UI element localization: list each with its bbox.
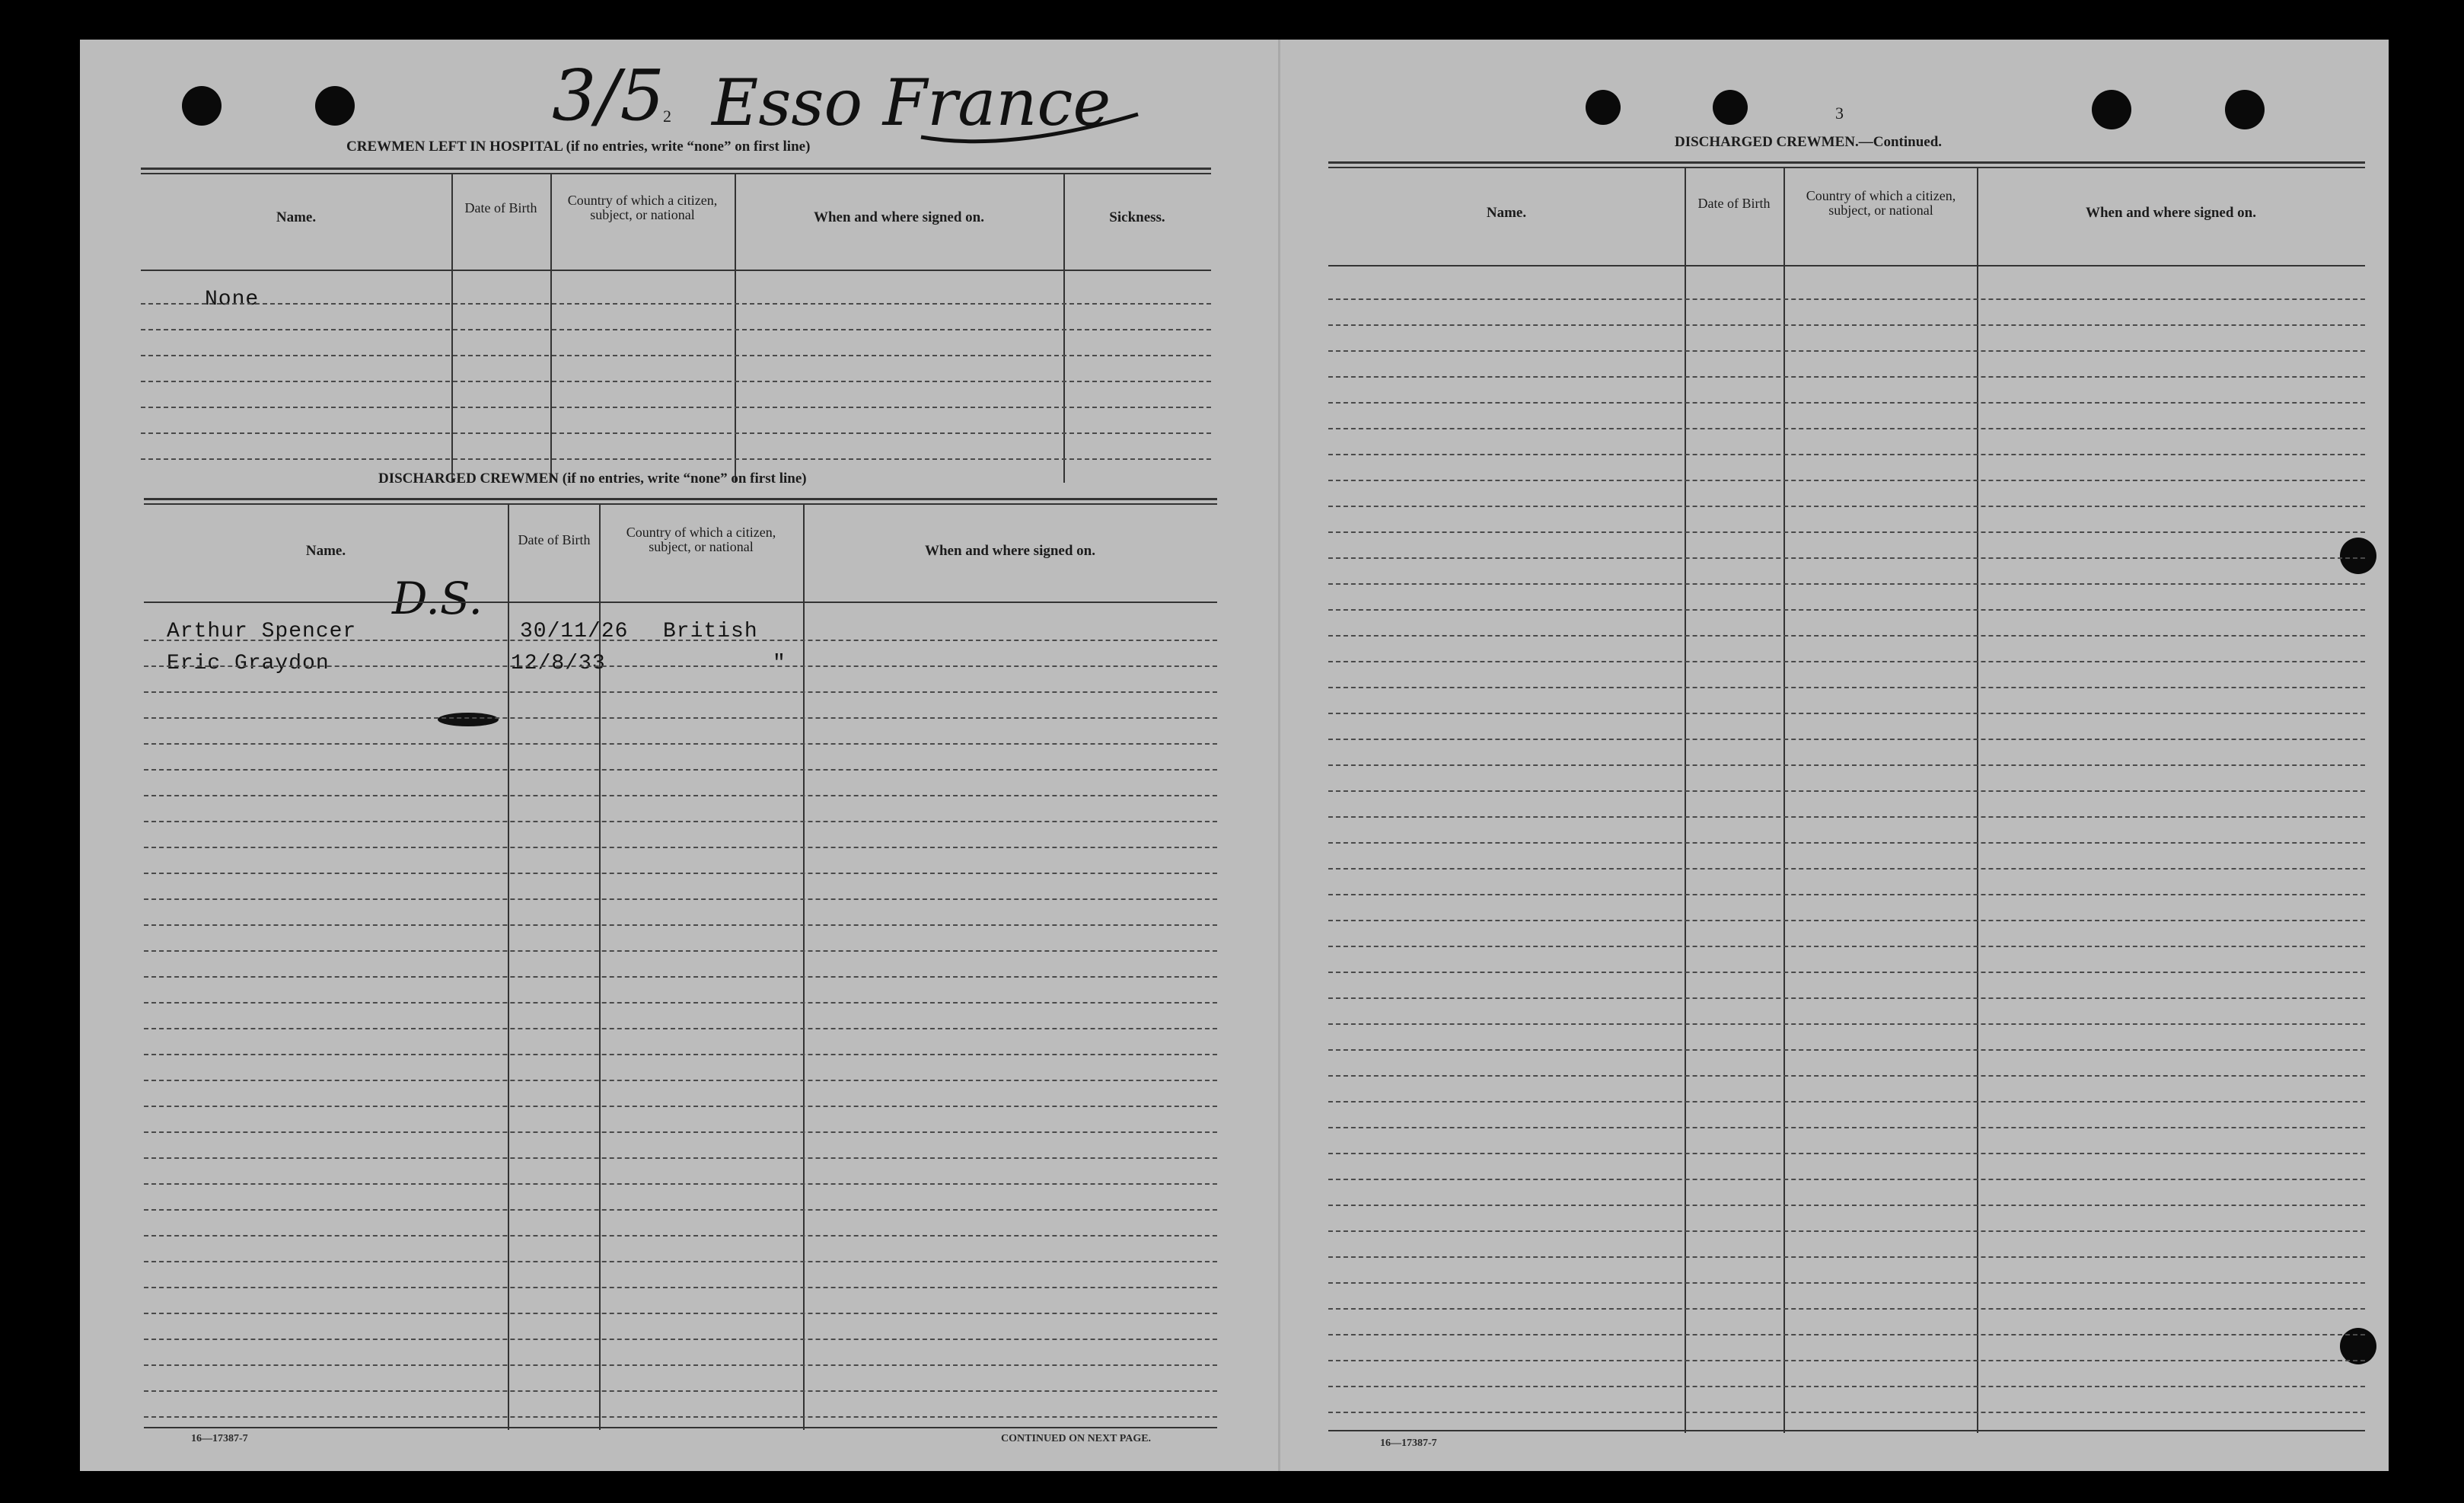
ruled-line (1328, 428, 2365, 429)
ruled-line (1328, 1179, 2365, 1180)
column-header-name: Name. (276, 209, 317, 225)
ruled-line (144, 1080, 1217, 1081)
column-header-country: Country of which a citizen, subject, or national (626, 525, 776, 554)
ruled-line (141, 458, 1211, 460)
ruled-line (1328, 1230, 2365, 1232)
continued-note: CONTINUED ON NEXT PAGE. (1001, 1433, 1152, 1444)
column-header-name: Name. (1486, 205, 1527, 221)
ruled-line (141, 407, 1211, 408)
crew-country: British (663, 620, 758, 643)
ruled-line (1328, 1334, 2365, 1335)
punch-hole-icon (2092, 90, 2131, 129)
ruled-line (1328, 1205, 2365, 1206)
ruled-line (144, 1416, 1217, 1418)
ruled-line (144, 1364, 1217, 1366)
punch-hole-icon (1586, 90, 1621, 125)
ruled-line (1328, 1049, 2365, 1051)
ruled-line (1328, 894, 2365, 895)
ruled-line (144, 847, 1217, 848)
page-fold (1278, 40, 1280, 1471)
handwritten-underline (917, 107, 1146, 152)
column-header-signed-on: When and where signed on. (813, 209, 984, 225)
hospital-entry: None (205, 288, 260, 311)
ruled-line (144, 1287, 1217, 1288)
ruled-line (144, 950, 1217, 952)
ruled-line (1328, 661, 2365, 662)
punch-hole-icon (182, 86, 222, 126)
ruled-line (1328, 1412, 2365, 1413)
column-header-date-of-birth: Date of Birth (518, 531, 591, 547)
ruled-line (144, 691, 1217, 693)
hospital-section-title: CREWMEN LEFT IN HOSPITAL (if no entries, write “none” on first line) (346, 139, 811, 155)
ruled-line (1328, 635, 2365, 637)
ruled-line (144, 1002, 1217, 1004)
punch-hole-icon (315, 86, 355, 126)
ruled-line (1328, 997, 2365, 999)
ruled-line (144, 1313, 1217, 1314)
ruled-line (144, 1390, 1217, 1392)
page-number: 2 (663, 107, 671, 126)
ruled-line (144, 743, 1217, 745)
ruled-line (144, 717, 1217, 719)
ruled-line (1328, 1127, 2365, 1128)
ruled-line (1328, 1153, 2365, 1154)
column-header-signed-on: When and where signed on. (2085, 205, 2256, 221)
ruled-line (1328, 842, 2365, 844)
ruled-line (1328, 1256, 2365, 1258)
ruled-line (144, 1235, 1217, 1237)
ruled-line (144, 1106, 1217, 1107)
discharged-continued-title: DISCHARGED CREWMEN.—Continued. (1675, 134, 1943, 150)
ruled-line (1328, 739, 2365, 740)
ruled-line (141, 381, 1211, 382)
handwritten-initials: D.S. (392, 573, 483, 624)
discharged-table (144, 498, 1217, 1430)
ruled-line (1328, 790, 2365, 792)
document-sheet (80, 40, 2389, 1471)
ruled-line (1328, 946, 2365, 947)
crew-name: Arthur Spencer (167, 620, 357, 643)
ruled-line (144, 640, 1217, 641)
ruled-line (1328, 480, 2365, 481)
ruled-line (1328, 402, 2365, 404)
ruled-line (1328, 1386, 2365, 1387)
ruled-line (144, 1157, 1217, 1159)
ruled-line (144, 769, 1217, 771)
ruled-line (1328, 687, 2365, 688)
handwritten-vessel-name: Esso France (712, 65, 1111, 140)
ruled-line (144, 924, 1217, 926)
ruled-line (144, 1261, 1217, 1262)
ruled-line (144, 1183, 1217, 1185)
ruled-line (1328, 454, 2365, 455)
ruled-line (144, 1028, 1217, 1029)
page-number: 3 (1835, 104, 1844, 123)
ruled-line (141, 303, 1211, 305)
ruled-line (144, 665, 1217, 667)
crew-date-of-birth: 30/11/26 (520, 620, 629, 643)
ruled-line (144, 898, 1217, 900)
ruled-line (144, 873, 1217, 874)
ruled-line (1328, 764, 2365, 766)
ruled-line (1328, 1308, 2365, 1310)
discharged-continued-table (1328, 161, 2365, 1433)
ruled-line (1328, 298, 2365, 300)
ruled-line (1328, 816, 2365, 818)
ruled-line (1328, 868, 2365, 870)
ruled-line (1328, 324, 2365, 326)
ruled-line (1328, 609, 2365, 611)
ruled-line (144, 1131, 1217, 1133)
column-header-country: Country of which a citizen, subject, or national (1806, 188, 1956, 218)
ruled-line (144, 1054, 1217, 1055)
ruled-line (144, 821, 1217, 822)
punch-hole-icon (1713, 90, 1748, 125)
ruled-line (1328, 350, 2365, 352)
form-number: 16—17387-7 (191, 1433, 248, 1444)
ruled-line (144, 795, 1217, 796)
ruled-line (1328, 1360, 2365, 1361)
ruled-line (1328, 506, 2365, 507)
ruled-line (1328, 713, 2365, 714)
ruled-line (1328, 1023, 2365, 1025)
ruled-line (141, 432, 1211, 434)
ruled-line (1328, 972, 2365, 973)
ruled-line (144, 1209, 1217, 1211)
punch-hole-icon (2225, 90, 2265, 129)
discharged-section-title: DISCHARGED CREWMEN (if no entries, write “none” on first line) (378, 471, 807, 487)
column-header-date-of-birth: Date of Birth (464, 199, 537, 215)
crew-date-of-birth: 12/8/33 (511, 652, 606, 675)
ruled-line (1328, 1282, 2365, 1284)
column-header-name: Name. (305, 543, 346, 559)
ruled-line (1328, 531, 2365, 533)
hospital-table (141, 168, 1211, 483)
ruled-line (1328, 583, 2365, 585)
crew-country: " (773, 652, 786, 675)
handwritten-fraction: 3/5 (552, 55, 665, 136)
ruled-line (1328, 557, 2365, 559)
ruled-line (141, 355, 1211, 356)
crew-name: Eric Graydon (167, 652, 330, 675)
ruled-line (1328, 920, 2365, 921)
ruled-line (141, 329, 1211, 330)
ruled-line (144, 976, 1217, 978)
ruled-line (144, 1339, 1217, 1340)
column-header-signed-on: When and where signed on. (924, 543, 1095, 559)
ruled-line (1328, 1101, 2365, 1103)
form-number: 16—17387-7 (1380, 1438, 1437, 1449)
column-header-country: Country of which a citizen, subject, or national (567, 193, 718, 222)
ruled-line (1328, 1075, 2365, 1077)
column-header-sickness: Sickness. (1109, 209, 1165, 225)
ruled-line (1328, 376, 2365, 378)
column-header-date-of-birth: Date of Birth (1697, 195, 1771, 211)
